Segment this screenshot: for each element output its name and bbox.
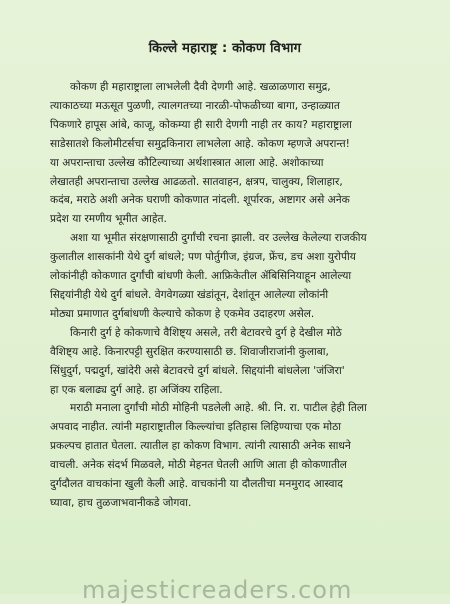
text-line: या अपरान्ताचा उल्लेख कौटिल्याच्या अर्थशास्त्रात आला आहे. अशोकाच्या <box>50 156 324 169</box>
text-line: प्रकल्पच हातात घेतला. त्यातील हा कोकण विभाग. त्यांनी त्यासाठी अनेक साधने <box>50 440 351 453</box>
text-line: घ्यावा, हाच तुळजाभवानीकडे जोगवा. <box>50 496 192 509</box>
text-line: कोकण ही महाराष्ट्राला लाभलेली दैवी देणगी आहे. खळाळणारा समुद्र, <box>70 81 331 93</box>
site-watermark: majesticreaders.com <box>82 576 353 604</box>
text-line: अशा या भूमीत संरक्षणासाठी दुर्गांची रचना झाली. वर उल्लेख केलेल्या राजकीय <box>70 232 367 245</box>
text-line: हा एक बलाढ्य दुर्ग आहे. हा अजिंक्य राहिला. <box>50 383 223 396</box>
paragraph-4 <box>50 399 410 512</box>
text-line: साडेसातशे किलोमीटर्सचा समुद्रकिनारा लाभलेला आहे. कोकण म्हणजे अपरान्त! <box>50 137 350 150</box>
text-line: मराठी मनाला दुर्गांची मोठी मोहिनी पडलेली आहे. श्री. नि. रा. पाटील हेही तिला <box>70 402 367 415</box>
text-line: वैशिष्ट्य आहे. किनारपट्टी सुरक्षित करण्यासाठी छ. शिवाजीराजांनी कुलाबा, <box>50 345 329 358</box>
text-line: त्याकाठच्या मऊसूत पुळणी, त्यालगतच्या नारळी-पोफळीच्या बागा, उन्हाळ्यात <box>50 99 340 112</box>
text-line: मोठ्या प्रमाणात दुर्गबांधणी केल्याचे कोकण हे एकमेव उदाहरण असेल. <box>50 307 315 320</box>
text-line: लोकांनीही कोकणात दुर्गांची बांधणी केली. आफ्रिकेतील ॲबिसिनियाहून आलेल्या <box>50 270 352 283</box>
text-line: अपवाद नाहीत. त्यांनी महाराष्ट्रातील किल्ल्यांचा इतिहास लिहिण्याचा एक मोठा <box>50 421 341 434</box>
text-line: कदंब, मराठे अशी अनेक घराणी कोकणात नांदली. शूर्पारक, अष्टागर असे अनेक <box>50 194 350 207</box>
paragraph-2 <box>50 229 410 324</box>
paragraph-3 <box>50 324 410 400</box>
text-line: कुलातील शासकांनी येथे दुर्ग बांधले; पण पोर्तुगीज, इंग्रज, फ्रेंच, डच अशा युरोपीय <box>50 251 356 264</box>
text-line: दुर्गदौलत वाचकांना खुली केली आहे. वाचकांनी या दौलतीचा मनमुराद आस्वाद <box>50 478 343 491</box>
text-line: लेखातही अपरान्ताचा उल्लेख आढळतो. सातवाहन, क्षत्रप, चालुक्य, शिलाहार, <box>50 175 343 188</box>
paragraph-1 <box>50 78 410 229</box>
page-title: किल्ले महाराष्ट्र : कोकण विभाग <box>148 41 302 56</box>
text-line: किनारी दुर्ग हे कोकणाचे वैशिष्ट्य असले, तरी बेटावरचे दुर्ग हे देखील मोठे <box>70 326 342 339</box>
text-line: सिंधुदुर्ग, पद्मदुर्ग, खांदेरी असे बेटावरचे दुर्ग बांधले. सिद्दयांनी बांधलेला 'जंजिरा' <box>50 364 345 377</box>
text-line: सिद्दयांनीही येथे दुर्ग बांधले. वेगवेगळ्या खंडांतून, देशांतून आलेल्या लोकांनी <box>50 288 329 301</box>
text-line: वाचली. अनेक संदर्भ मिळवले, मोठी मेहनत घेतली आणि आता ही कोकणातील <box>50 459 347 472</box>
text-line: पिकणारे हापूस आंबे, काजू, कोकम्या ही सारी देणगी नाही तर काय? महाराष्ट्राला <box>50 118 352 131</box>
blurb-text <box>50 78 410 513</box>
text-line: प्रदेश या रमणीय भूमीत आहेत. <box>50 213 167 226</box>
